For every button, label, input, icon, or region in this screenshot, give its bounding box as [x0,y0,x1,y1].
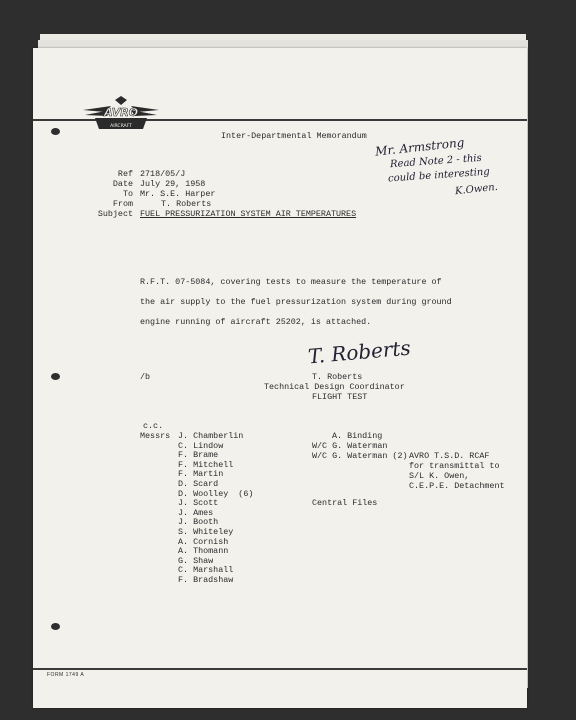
handwritten-note-line1: Mr. Armstrong [374,135,465,159]
cc-recipient: A. Thomann [178,546,229,557]
avro-logo [81,96,161,132]
cc-recipient: F. Mitchell [178,459,234,470]
cc-label: c.c. [143,421,164,431]
cc-recipient-binding: A. Binding [332,431,383,441]
memo-title: Inter-Departmental Memorandum [221,131,367,141]
handwritten-note-line4: K.Owen. [454,181,499,198]
body-line-3: engine running of aircraft 25202, is attached. [140,317,372,327]
to-label: To [122,189,133,199]
handwritten-note-line2: Read Note 2 - this [389,152,483,171]
subject-label: Subject [97,209,133,219]
cc-recipient: F. Brame [178,450,219,461]
cc-recipient: J. Chamberlin [178,431,244,441]
cc-recipient: G. Shaw [178,555,214,566]
signer-name: T. Roberts [312,372,363,382]
cc-recipient: F. Bradshaw [178,574,234,585]
punch-hole-bottom [51,623,60,630]
cc-recipient: J. Booth [178,517,219,528]
punch-hole-top [51,128,60,135]
logo-text: AVRO [103,106,139,119]
cc-owen: S/L K. Owen, [409,471,470,481]
cc-recipient: F. Martin [178,469,224,480]
cc-recipient: A. Cornish [178,536,229,547]
cc-recipient: D. Woolley (6) [178,488,254,499]
logo-subtext: AIRCRAFT [110,124,132,129]
date-value: July 29, 1958 [140,179,206,189]
cc-recipient: D. Scard [178,478,219,489]
cc-recipient-waterman: W/C G. Waterman [312,441,388,451]
body-line-1: R.F.T. 07-5084, covering tests to measure the temperature of [140,277,442,287]
cc-recipient: C. Marshall [178,565,234,576]
punch-hole-middle [51,373,60,380]
from-label: From [112,199,133,209]
to-value: Mr. S.E. Harper [140,189,216,199]
cc-recipient-waterman-2: W/C G. Waterman (2) [312,451,408,461]
form-number: FORM 1749 A [47,672,85,678]
cc-transmittal: for transmittal to [409,461,500,471]
body-line-2: the air supply to the fuel pressurization system during ground [140,297,452,307]
cc-recipient: J. Scott [178,498,219,509]
cc-cepe: C.E.P.E. Detachment [409,481,505,491]
cc-recipient: C. Lindow [178,440,224,451]
cc-recipient: S. Whiteley [178,526,234,537]
cc-list-col1 [178,432,253,586]
typist-initials: /b [140,372,151,382]
signer-department: FLIGHT TEST [312,392,368,402]
cc-recipient: J. Ames [178,507,214,518]
subject-value: FUEL PRESSURIZATION SYSTEM AIR TEMPERATURES [140,209,357,219]
date-label: Date [112,179,133,189]
ref-value: 2718/05/J [140,169,186,179]
signer-title: Technical Design Coordinator [264,382,405,392]
cc-avro-tsd: AVRO T.S.D. RCAF [409,451,490,461]
ref-label: Ref [117,169,133,179]
footer-rule [33,668,527,670]
handwritten-note-line3: could be interesting [387,166,491,185]
cc-central-files: Central Files [312,498,378,508]
handwritten-signature: T. Roberts [307,335,412,369]
memo-page [33,48,527,708]
cc-messrs: Messrs [140,431,171,441]
from-value: T. Roberts [161,199,212,209]
